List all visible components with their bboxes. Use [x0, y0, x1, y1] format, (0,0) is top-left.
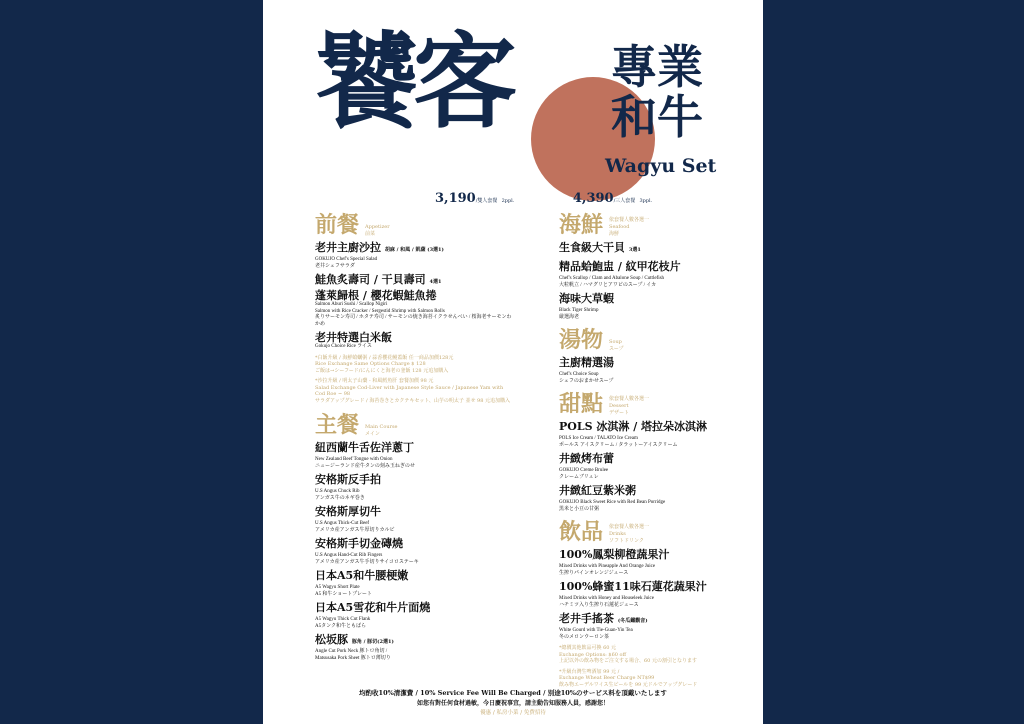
item-name-text: 100%鳳梨柳橙蔬果汁: [559, 548, 670, 561]
item-name-text: 安格斯反手拍: [315, 473, 381, 486]
item-name: 老井特選白米飯: [315, 331, 392, 344]
item-note: 4選1: [429, 279, 442, 285]
item-name: [315, 473, 513, 489]
item-en: Gokujo Choice Rice ライス: [315, 344, 372, 349]
item-name-text: 紐西蘭牛舌佐洋蔥丁: [315, 441, 414, 454]
section-meta: [609, 524, 649, 545]
price-two: 3,190: [435, 191, 476, 206]
note-line: ご飯は→シーフード/にんにくと海老の釜飯 128 元追加購入: [315, 367, 449, 374]
menu-subtitle: 專業和牛: [611, 40, 703, 144]
item-name-text: 老井主廚沙拉: [315, 241, 381, 254]
section-title: 主餐: [315, 412, 360, 438]
section-meta: [609, 217, 649, 238]
menu-item: [559, 580, 749, 609]
item-jp: A5 和牛ショートプレート: [315, 591, 372, 597]
item-name: [315, 537, 513, 553]
section-en: Drinks: [609, 531, 626, 537]
item-name: [315, 273, 513, 289]
item-name: [559, 484, 749, 500]
item-name: [559, 452, 749, 468]
menu-item: [559, 292, 749, 321]
footer-allergy-notice: 如您有對任何食材過敏，今日慶祝事宜，請主動告知服務人員，感謝您！: [416, 700, 609, 707]
section-meta: [609, 396, 649, 417]
item-name: 蓬萊歸根 / 櫻花蝦鮭魚捲: [315, 289, 437, 302]
item-name: [559, 580, 749, 596]
item-en: Angle Cut Pork Neck 豚トロ角切 /: [315, 649, 388, 654]
menu-item: [559, 484, 749, 513]
item-en: Black Tiger Shrimp: [559, 308, 599, 313]
section-rule: 依套餐人數各選一: [609, 217, 650, 223]
item-name-text: POLS 冰淇淋 / 塔拉朵冰淇淋: [559, 420, 708, 433]
section-meta: [609, 339, 624, 353]
item-name-text: 井緻烤布蕾: [559, 452, 614, 465]
note-line: Salad Exchange Cod-Liver with Japanese Style Sauce / Japanese Yam with Cod Roe ~ 98: [315, 384, 504, 397]
item-note: 3選1: [628, 247, 641, 253]
menu-item: [559, 241, 749, 257]
price-line: [435, 191, 652, 206]
item-note: 豚角 / 豚切(2選1): [351, 639, 394, 645]
footer-tags: 優惠 / 私房小菜 / 免費招待: [480, 710, 546, 716]
item-name: [559, 260, 749, 276]
menu-item: [559, 260, 749, 289]
item-note: (冬瓜鐵觀音): [617, 618, 648, 624]
section-title: 海鮮: [559, 212, 604, 238]
item-en: GOKUJO Chef's Special Salad: [315, 257, 378, 262]
item-jp: ニュージーランド産牛タンの刻み玉ねぎのせ: [315, 463, 415, 469]
menu-item: [559, 612, 749, 641]
section-jp: 海鮮: [609, 231, 620, 237]
price-two-sub: 2ppl.: [501, 198, 515, 204]
note-line: Exchange Options: $60 off: [559, 651, 627, 658]
section-rule: 依套餐人數各選一: [609, 396, 650, 402]
menu-item: [315, 537, 513, 566]
item-jp: 大粒帆立 / ハマグリとアワビのスープ / イカ: [559, 282, 657, 288]
item-name: [315, 633, 513, 649]
item-name-text: 生食級大干貝: [559, 241, 625, 254]
item-jp: Matsusaka Pork Sheet 豚トロ薄切り: [315, 655, 391, 661]
section-appetizer: [315, 212, 513, 238]
item-jp: 炙りサーモン寿司 / ホタテ寿司 / サーモンの焼き海苔イクラせんべい / 桜海老サーモンわかめ: [315, 315, 512, 327]
menu-title-english: Wagyu Set: [605, 155, 717, 177]
soup-items: [559, 356, 749, 385]
note-line: サラダアップグレード / 海苔巻きとカクテキセット、山芋の明太子 並せ 98 元追加購入: [315, 397, 510, 404]
item-name-text: 精品蛤鮑盅 / 紋甲花枝片: [559, 260, 681, 273]
section-jp: デザート: [609, 410, 630, 416]
section-main: [315, 412, 513, 438]
item-name: [315, 441, 513, 457]
item-name-text: 老井手搖茶: [559, 612, 614, 625]
item-name-text: 100%蜂蜜11味石蓮花蔬果汁: [559, 580, 707, 593]
footer-service-fee: 均酌收10%清潔費 / 10% Service Fee Will Be Charged / 別途10%のサービス料を頂戴いたします: [359, 689, 667, 697]
menu-item: [315, 273, 513, 328]
section-en: Seafood: [609, 224, 630, 230]
section-en: Soup: [609, 339, 622, 345]
section-meta: [365, 424, 397, 438]
menu-item: [315, 505, 513, 534]
note-line: Rice Exchange Same Options Charge $ 128: [315, 361, 426, 367]
item-name-text: 日本A5和牛腰梗嫩: [315, 569, 409, 582]
item-name: [559, 241, 749, 257]
section-meta: [365, 224, 390, 238]
item-jp: 老井シェフサラダ: [315, 263, 355, 269]
appetizer-note: [315, 355, 513, 375]
section-jp: ソフトドリンク: [609, 538, 644, 544]
section-jp: メイン: [365, 431, 380, 437]
dessert-items: [559, 420, 749, 513]
section-rule: 依套餐人數各選一: [609, 524, 650, 530]
menu-item: [315, 633, 513, 662]
item-en: Mixed Drinks with Honey and Houseleek Juice: [559, 596, 654, 601]
item-en: Mixed Drinks with Pineapple And Orange Juice: [559, 564, 656, 569]
appetizer-note: [315, 378, 513, 404]
item-name-text: 主廚精選湯: [559, 356, 614, 369]
item-en: Chef's Choice Soup: [559, 372, 599, 377]
price-three: 4,390: [572, 191, 614, 206]
item-name: [559, 548, 749, 564]
note-line: 飲み物エーデルワイス生ビールを 99 元ドルでアップグレード: [559, 681, 698, 688]
item-name: [559, 420, 749, 436]
item-jp: 黒米と小豆の甘粥: [559, 506, 600, 512]
section-jp: スープ: [609, 346, 624, 352]
drinks-items: [559, 548, 749, 641]
item-en: U.S Angus Hand-Cut Rib Fingers: [315, 553, 383, 558]
item-jp: クレームブリュレ: [559, 474, 599, 480]
item-name-text: 井緻紅豆紫米粥: [559, 484, 636, 497]
item-en: Chef's Scallop / Clam and Abalone Soup / Cuttlefish: [559, 276, 665, 281]
item-jp: 生搾りパインオレンジジュース: [559, 570, 629, 576]
item-name-text: 鮭魚炙壽司 / 干貝壽司: [315, 273, 426, 286]
item-note: 胡麻 / 和風 / 凱薩 (3選1): [384, 247, 444, 253]
item-jp: 厳選海老: [559, 314, 580, 320]
item-name-text: 安格斯手切金磚燒: [315, 537, 403, 550]
item-en: Salmon Aburi Sushi / Scallop Nigiri: [315, 302, 388, 307]
menu-item: [559, 356, 749, 385]
menu-item: [315, 241, 513, 270]
item-en: GOKUJO Creme Brulee: [559, 468, 609, 473]
item-en: Salmon with Rice Cracker / Sergestid Shrimp with Salmon Rolls: [315, 308, 445, 314]
item-en: POLS Ice Cream / TALATO Ice Cream: [559, 436, 638, 441]
menu-item: [559, 452, 749, 481]
item-name: [559, 292, 749, 308]
item-name-text: 日本A5雪花和牛片面燒: [315, 601, 431, 614]
section-drinks: [559, 519, 749, 545]
menu-sheet: [263, 0, 763, 724]
item-en: A5 Wagyu Thick Cut Flank: [315, 617, 371, 622]
price-three-sub: 3ppl.: [639, 198, 653, 204]
item-name: [559, 612, 749, 628]
note-line: 上記以外の飲み物をご注文する場合、60 元の割引となります: [559, 658, 697, 664]
note-line: Exchange Wheat Beer Charge NT$99: [559, 675, 655, 681]
item-jp: A5タンク和牛ともばら: [315, 623, 367, 629]
item-name-text: 海味大草蝦: [559, 292, 614, 305]
section-title: 前餐: [315, 212, 360, 238]
item-en: A5 Wagyu Short Plate: [315, 585, 360, 590]
item-jp: ポールス アイスクリーム / タラットーアイスクリーム: [559, 442, 678, 448]
note-line: *升級台灣生啤酒加 99 元 /: [559, 668, 620, 675]
item-jp: シェフのおまかせスープ: [559, 378, 614, 384]
note-line: *白飯升級 / 海鮮蛤蠣粥 / 蒜香櫻花鰻蓋飯 任一商品加價128元: [315, 354, 454, 361]
menu-title: 饕客: [315, 20, 512, 143]
item-en: U.S Angus Chuck Rib: [315, 489, 360, 494]
item-jp: アメリカ産アンガス牛厚切りカルビ: [315, 527, 395, 533]
section-en: Main Course: [365, 424, 398, 430]
menu-item: [559, 548, 749, 577]
item-name: [559, 356, 749, 372]
price-two-label: /雙人套餐: [475, 198, 498, 204]
item-name: [315, 601, 513, 617]
menu-item: [315, 473, 513, 502]
item-jp: ハチミツ入り生搾り石蓮花ジュース: [559, 602, 639, 608]
menu-item: [559, 420, 749, 449]
item-name: [315, 505, 513, 521]
item-name: [315, 241, 513, 257]
drinks-note: [559, 645, 749, 665]
section-dessert: [559, 391, 749, 417]
item-en: GOKUJO Black Sweet Rice with Red Bean Porridge: [559, 500, 666, 505]
menu-item: [315, 441, 513, 470]
item-en: U.S Angus Thick-Cut Beef: [315, 521, 370, 526]
menu-item: [315, 569, 513, 598]
item-jp: 冬のメロンウーロン茶: [559, 634, 610, 640]
section-seafood: [559, 212, 749, 238]
item-name-text: 安格斯厚切牛: [315, 505, 381, 518]
section-title: 飲品: [559, 519, 604, 545]
menu-item: [315, 331, 513, 351]
item-jp: アメリカ産アンガス牛手切りサイコロステーキ: [315, 559, 419, 565]
right-column: [559, 212, 749, 688]
note-line: *沙拉升級 / 明太子山藥 - 和風鱈魚肝 套餐加價 98 元: [315, 378, 434, 384]
item-en: New Zealand Beef Tongue with Onion: [315, 457, 393, 462]
section-jp: 前菜: [365, 231, 376, 237]
note-line: *總價其他飲品可換 60 元: [559, 645, 617, 651]
item-en: White Gourd with Tie-Guan-Yin Tea: [559, 628, 633, 633]
item-name: [315, 569, 513, 585]
section-soup: [559, 327, 749, 353]
section-en: Appetizer: [365, 224, 390, 230]
seafood-items: [559, 241, 749, 321]
section-en: Dessert: [609, 403, 629, 409]
price-three-label: /三人套餐: [613, 198, 636, 204]
main-items: [315, 441, 513, 662]
section-title: 甜點: [559, 391, 604, 417]
item-name-text: 松坂豚: [315, 633, 348, 646]
drinks-note: [559, 669, 749, 689]
left-column: [315, 212, 513, 662]
menu-item: [315, 601, 513, 630]
item-jp: アンガス牛のネギ巻き: [315, 495, 365, 501]
section-title: 湯物: [559, 327, 604, 353]
